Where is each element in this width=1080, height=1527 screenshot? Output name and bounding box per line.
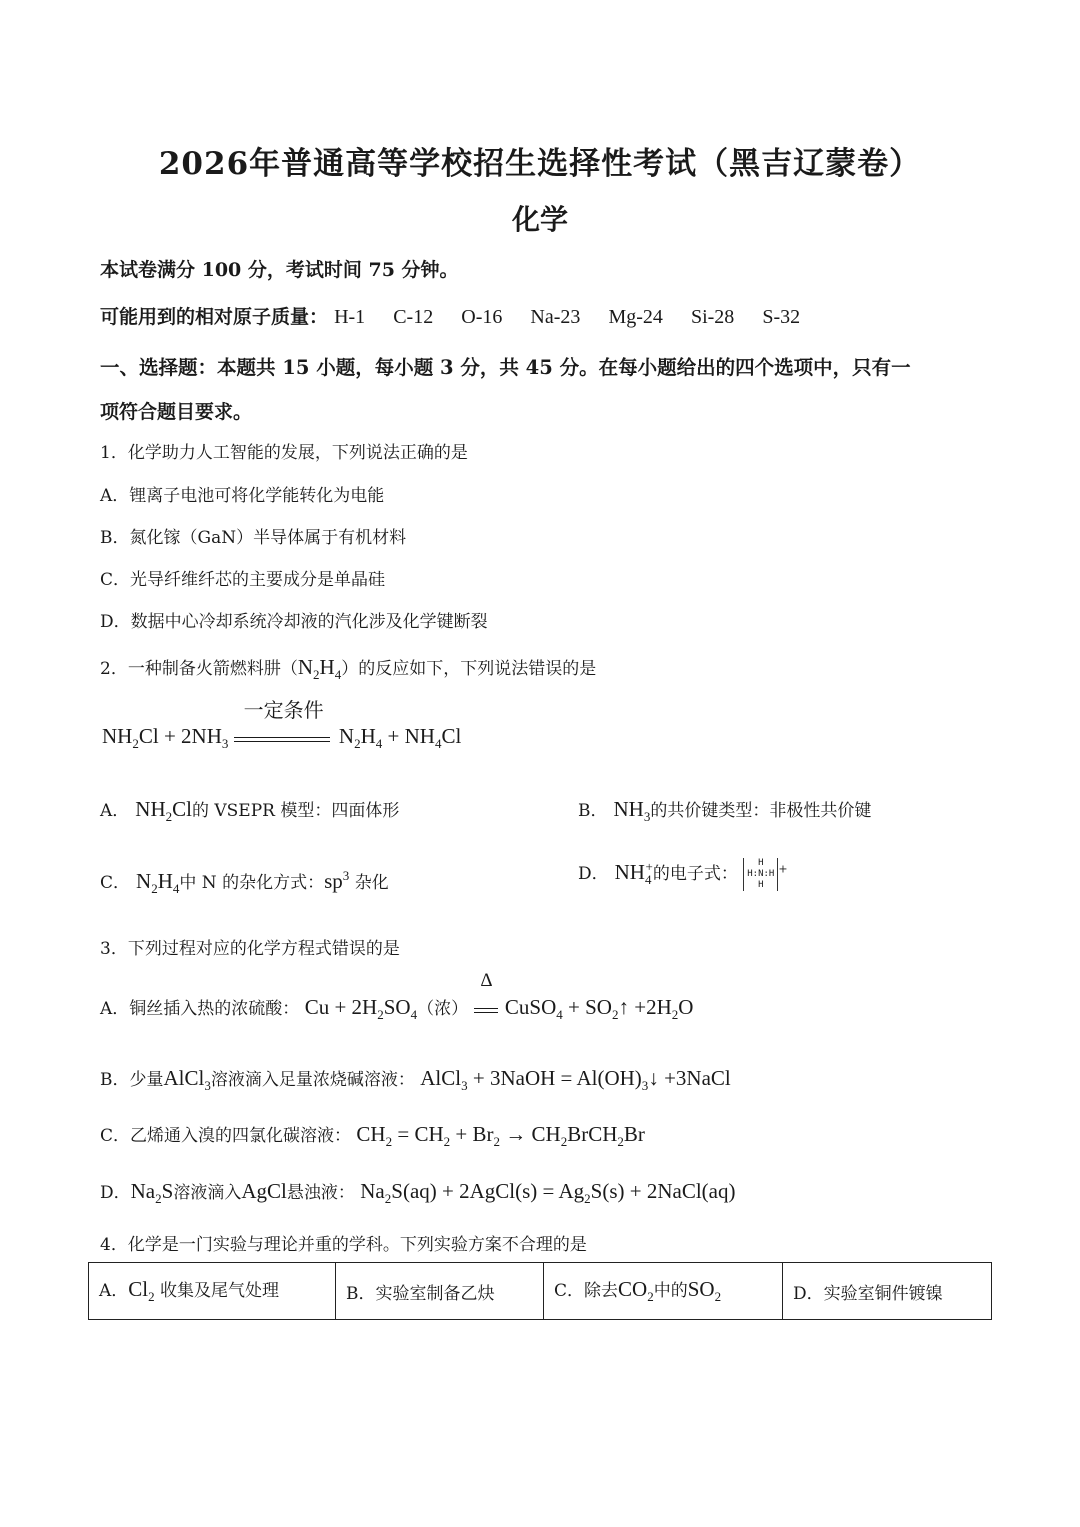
question-2-option-c: C． $N_2H_4$中 N 的杂化方式：$sp^3$ 杂化 xyxy=(100,868,389,897)
atomic-mass: C-12 xyxy=(393,306,434,328)
section-heading: 一、选择题：本题共 15 小题，每小题 3 分，共 45 分。在每小题给出的四个选项中，只有一 xyxy=(100,356,911,379)
atomic-mass: O-16 xyxy=(461,306,503,328)
question-3-stem: 3．下列过程对应的化学方程式错误的是 xyxy=(100,939,400,959)
atomic-mass: H-1 xyxy=(334,306,366,328)
atomic-mass: Mg-24 xyxy=(608,306,663,328)
formula-n2h4: $N_2H_4$ xyxy=(297,655,342,683)
question-2-option-b: B． $NH_3$的共价键类型：非极性共价键 xyxy=(578,797,872,825)
experiment-option-a: A．$Cl_2$ 收集及尾气处理 xyxy=(89,1263,336,1320)
question-4-stem: 4．化学是一门实验与理论并重的学科。下列实验方案不合理的是 xyxy=(100,1235,587,1255)
exam-title: 2026年普通高等学校招生选择性考试（黑吉辽蒙卷） xyxy=(158,146,922,182)
section-heading-cont: 项符合题目要求。 xyxy=(100,401,253,423)
question-3-option-d: D．$Na_2S$溶液滴入AgCl悬浊液： $Na_2S(aq)$ + 2AgCl(s) = $Ag_2S(s)$ + 2NaCl(aq) xyxy=(100,1179,736,1207)
atomic-mass: Na-23 xyxy=(530,306,581,328)
ammonium-electron-dot-icon: H H:N:H H xyxy=(743,858,778,891)
question-3-option-b: B．少量AlCl$_3$溶液滴入足量浓烧碱溶液： AlCl$_3$ + 3NaOH = $Al(OH)_3↓$ +3NaCl xyxy=(100,1066,731,1094)
question-1-option-b: B．氮化镓（GaN）半导体属于有机材料 xyxy=(100,528,407,548)
experiment-option-c: C．除去$CO_2$中的$SO_2$ xyxy=(544,1263,783,1320)
atomic-mass: Si-28 xyxy=(690,306,735,328)
question-3-option-a: A．铜丝插入热的浓硫酸： $Cu + 2H_2SO_4$（浓） Δ CuSO$_4$ + $SO_2↑ +2H_2O$ xyxy=(100,969,694,1023)
question-1-option-c: C．光导纤维纤芯的主要成分是单晶硅 xyxy=(100,570,386,590)
question-2-option-a: A． $NH_2Cl$的 VSEPR 模型：四面体形 xyxy=(100,797,400,825)
question-3-option-c: C．乙烯通入溴的四氯化碳溶液： $CH_2 = CH_2 + Br_2$ → $CH_2BrCH_2Br$ xyxy=(100,1122,645,1150)
subject-title: 化学 xyxy=(511,203,568,236)
experiment-options-table xyxy=(88,1262,992,1320)
question-2-option-d: D． $NH_4^+$的电子式： H H:N:H H+ xyxy=(578,858,788,890)
score-info: 本试卷满分 100 分，考试时间 75 分钟。 xyxy=(100,259,459,281)
atomic-masses-line xyxy=(100,302,800,329)
question-1-stem: 1．化学助力人工智能的发展，下列说法正确的是 xyxy=(100,443,468,463)
reaction-equation: $NH_2Cl + 2NH_3$ 一定条件 $N_2H_4 + NH_4Cl$ xyxy=(102,724,461,752)
question-1-option-a: A．锂离子电池可将化学能转化为电能 xyxy=(100,486,385,506)
question-1-option-d: D．数据中心冷却系统冷却液的汽化涉及化学键断裂 xyxy=(100,612,488,632)
experiment-option-b: B．实验室制备乙炔 xyxy=(336,1263,544,1320)
atomic-mass: S-32 xyxy=(762,306,801,328)
heat-symbol: Δ xyxy=(480,969,493,991)
equals-arrow xyxy=(474,1008,498,1013)
experiment-option-d: D．实验室铜件镀镍 xyxy=(783,1263,992,1320)
equals-arrow xyxy=(234,737,330,742)
atomic-masses-label: 可能用到的相对原子质量： xyxy=(100,306,329,328)
reaction-condition: 一定条件 xyxy=(243,697,324,722)
question-2-stem: 2．一种制备火箭燃料肼$(N_2H_4)$的反应如下，下列说法错误的是 xyxy=(100,655,597,683)
